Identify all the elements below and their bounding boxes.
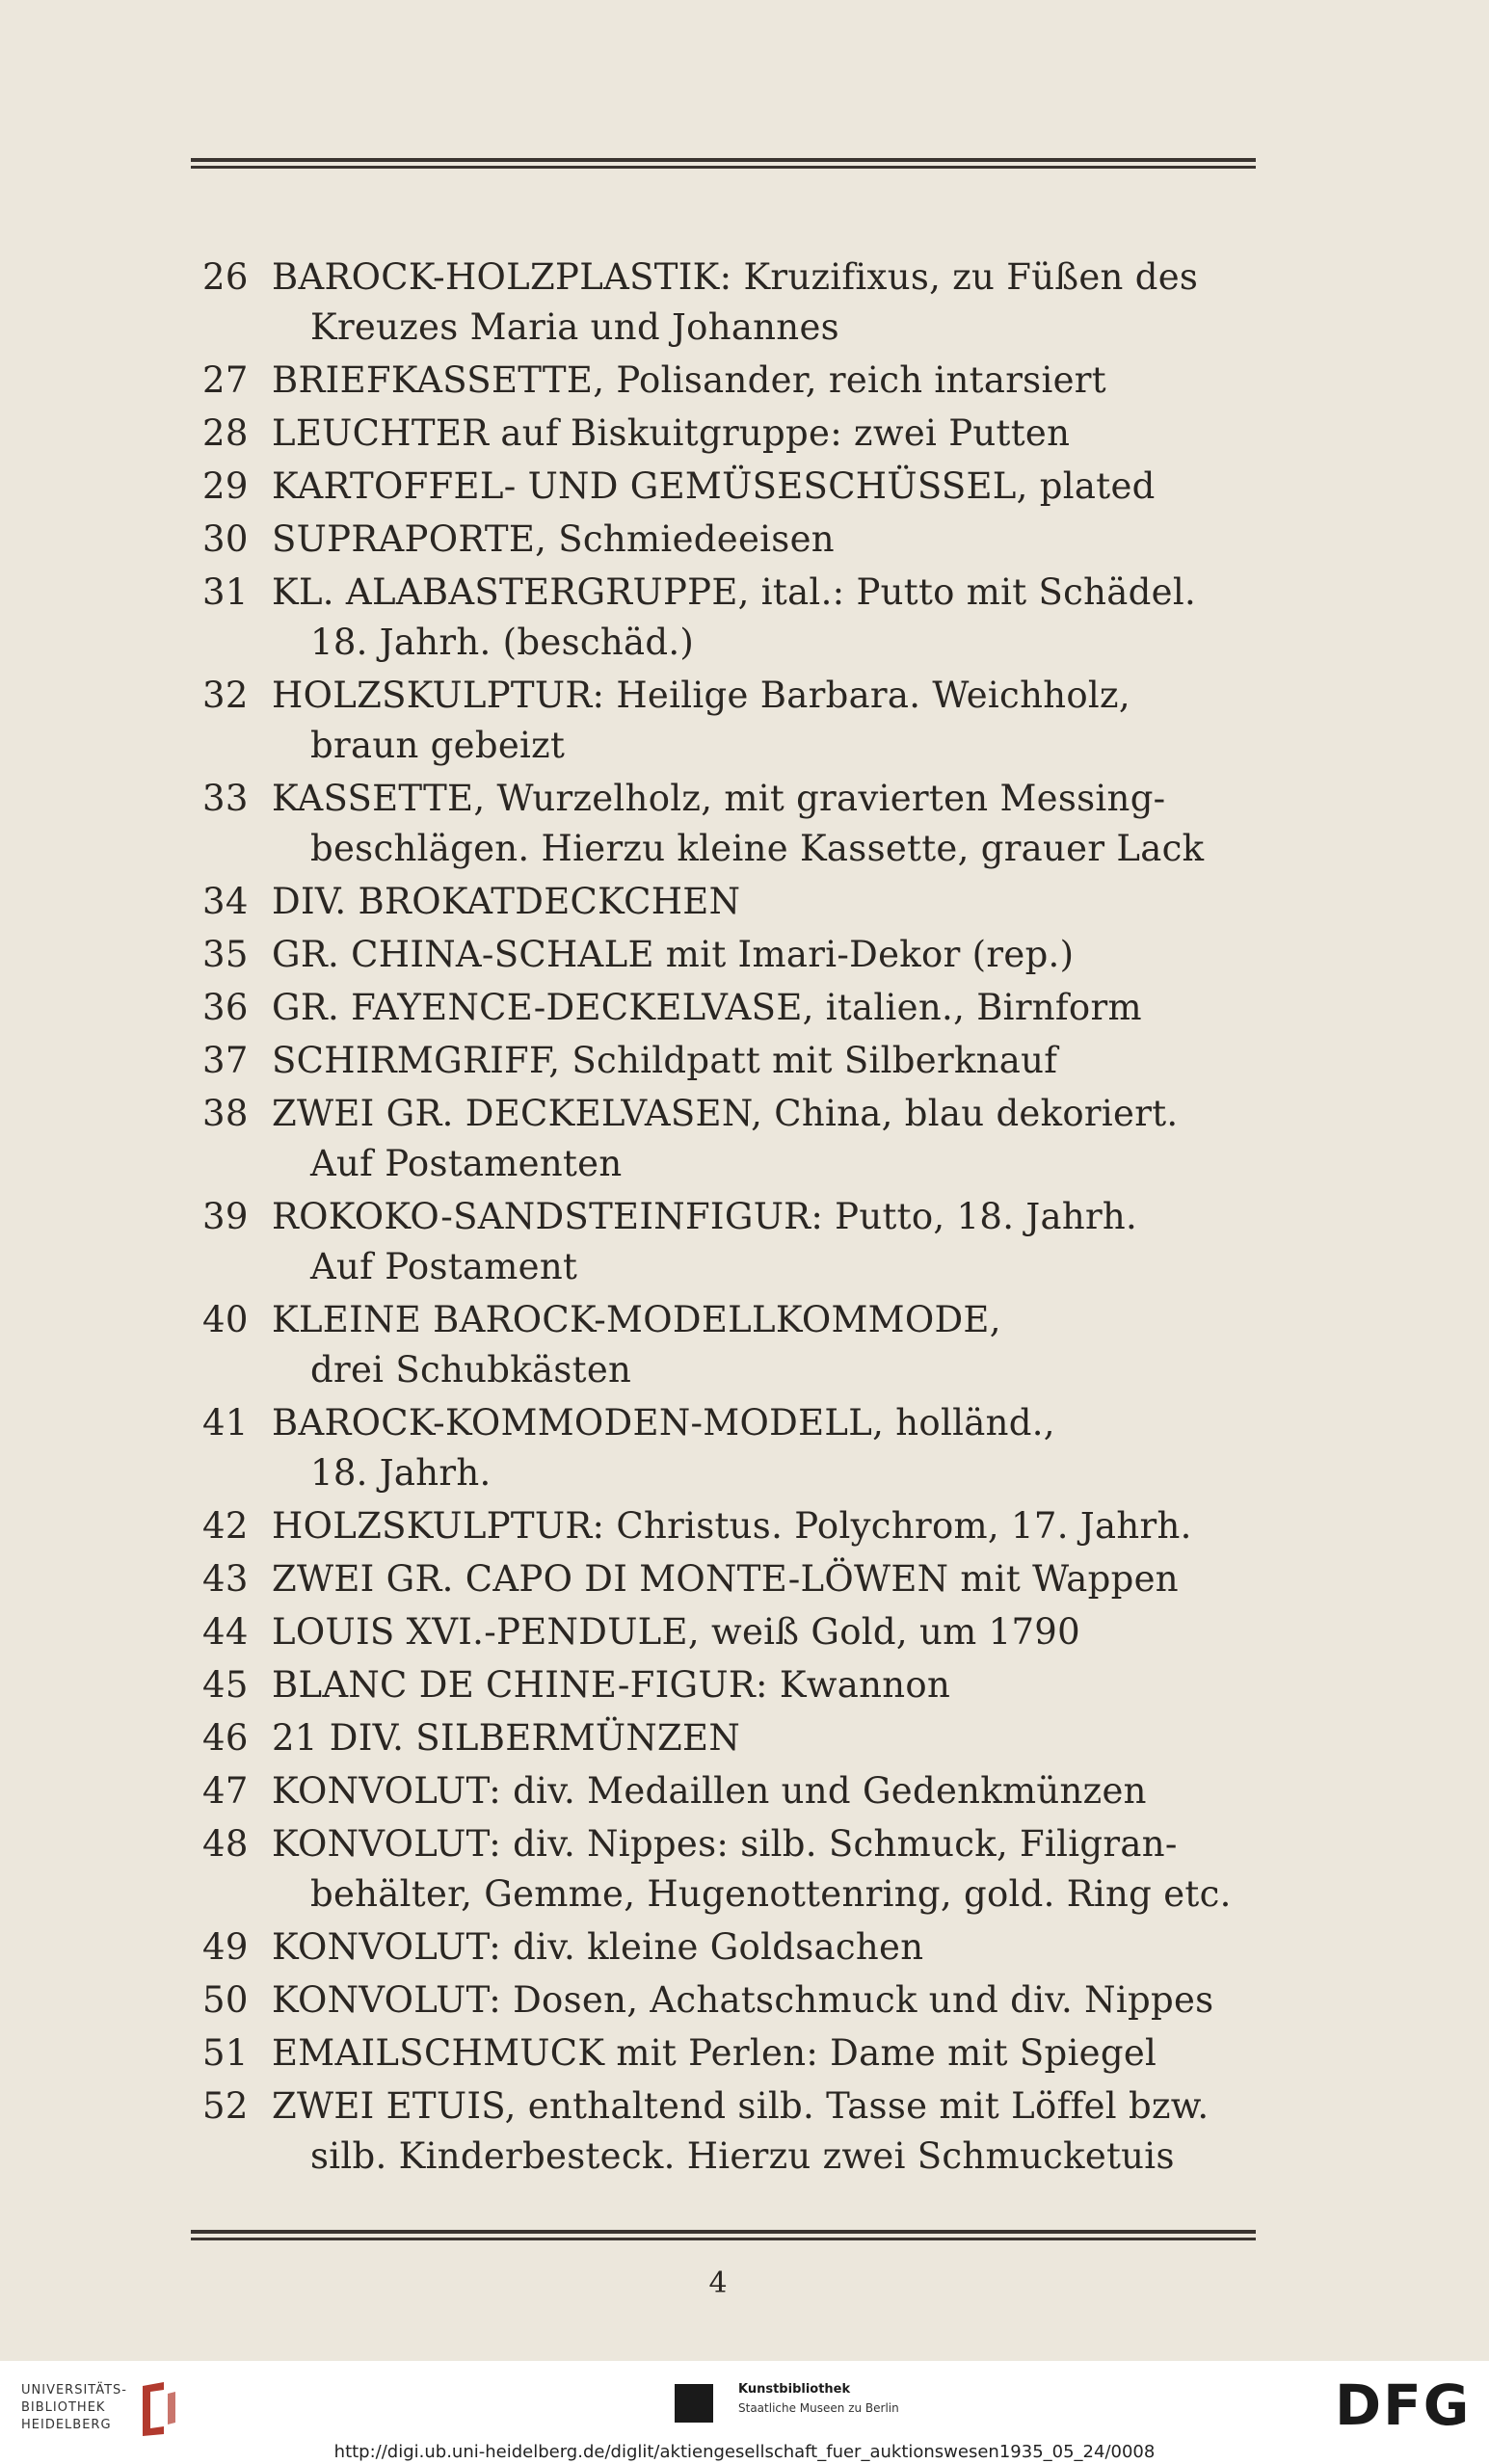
entry-number: 31 — [202, 571, 249, 613]
entry-text-continued: Auf Postamenten — [310, 1143, 623, 1184]
entry-number: 50 — [202, 1979, 249, 2021]
entry-number: 29 — [202, 465, 249, 507]
entry-text: KONVOLUT: div. kleine Goldsachen — [272, 1926, 924, 1968]
entry-text: BAROCK-HOLZPLASTIK: Kruzifixus, zu Füßen des — [272, 256, 1199, 298]
catalog-entry — [202, 1295, 1272, 1395]
entry-number: 37 — [202, 1040, 249, 1081]
university-line-2: BIBLIOTHEK — [21, 2400, 106, 2415]
catalog-entry — [202, 930, 1272, 980]
catalog-entry — [202, 515, 1272, 565]
entry-number: 49 — [202, 1926, 249, 1968]
top-double-rule-second — [191, 166, 1256, 169]
catalog-entry — [202, 1922, 1272, 1973]
entry-number: 42 — [202, 1505, 249, 1547]
university-line-1: UNIVERSITÄTS- — [21, 2383, 127, 2398]
entry-text-continued: Auf Postament — [310, 1246, 578, 1287]
entry-number: 46 — [202, 1717, 249, 1759]
entry-number: 45 — [202, 1664, 249, 1706]
catalog-entry — [202, 983, 1272, 1033]
catalog-entry — [202, 671, 1272, 771]
catalog-entry — [202, 2028, 1272, 2079]
catalog-entry — [202, 1192, 1272, 1292]
entry-number: 48 — [202, 1823, 249, 1865]
entry-number: 43 — [202, 1558, 249, 1600]
entry-text: KL. ALABASTERGRUPPE, ital.: Putto mit Schädel. — [272, 571, 1197, 613]
university-logo-icon — [135, 2380, 179, 2438]
entry-number: 33 — [202, 778, 249, 819]
catalog-entry-list — [202, 252, 1272, 2185]
entry-text-continued: beschlägen. Hierzu kleine Kassette, grauer Lack — [310, 828, 1205, 869]
catalog-entry — [202, 1554, 1272, 1604]
entry-text-continued: 18. Jahrh. (beschäd.) — [310, 622, 695, 663]
source-url[interactable]: http://digi.ub.uni-heidelberg.de/diglit/aktiengesellschaft_fuer_auktionswesen1935_05_24/0008 — [333, 2442, 1156, 2462]
catalog-entry — [202, 568, 1272, 668]
entry-text: BRIEFKASSETTE, Polisander, reich intarsiert — [272, 359, 1106, 401]
entry-number: 41 — [202, 1402, 249, 1444]
catalog-entry — [202, 1975, 1272, 2026]
entry-number: 38 — [202, 1093, 249, 1134]
catalog-entry — [202, 462, 1272, 512]
kunstbibliothek-subtitle: Staatliche Museen zu Berlin — [738, 2401, 899, 2415]
entry-text: GR. CHINA-SCHALE mit Imari-Dekor (rep.) — [272, 934, 1075, 975]
catalog-entry — [202, 877, 1272, 927]
top-double-rule — [191, 158, 1256, 162]
digitization-footer — [0, 2361, 1489, 2464]
entry-number: 51 — [202, 2032, 249, 2074]
kunstbibliothek-logo-icon — [675, 2384, 713, 2423]
entry-text: EMAILSCHMUCK mit Perlen: Dame mit Spiegel — [272, 2032, 1157, 2074]
kunstbibliothek-name: Kunstbibliothek — [738, 2382, 851, 2397]
catalog-entry — [202, 1398, 1272, 1498]
catalog-entry — [202, 1036, 1272, 1086]
university-line-3: HEIDELBERG — [21, 2418, 112, 2432]
entry-number: 28 — [202, 412, 249, 454]
catalog-entry — [202, 252, 1272, 353]
entry-number: 40 — [202, 1299, 249, 1340]
entry-text: SUPRAPORTE, Schmiedeeisen — [272, 518, 835, 560]
entry-text: LEUCHTER auf Biskuitgruppe: zwei Putten — [272, 412, 1071, 454]
entry-text: ROKOKO-SANDSTEINFIGUR: Putto, 18. Jahrh. — [272, 1196, 1138, 1237]
entry-text: KONVOLUT: div. Nippes: silb. Schmuck, Filigran- — [272, 1823, 1178, 1865]
entry-number: 52 — [202, 2085, 249, 2127]
entry-text-continued: 18. Jahrh. — [310, 1452, 492, 1494]
bottom-double-rule — [191, 2230, 1256, 2234]
entry-number: 30 — [202, 518, 249, 560]
entry-text: KLEINE BAROCK-MODELLKOMMODE, — [272, 1299, 1001, 1340]
catalog-entry — [202, 774, 1272, 874]
entry-text: SCHIRMGRIFF, Schildpatt mit Silberknauf — [272, 1040, 1058, 1081]
university-library-label — [21, 2382, 127, 2434]
entry-text: ZWEI GR. DECKELVASEN, China, blau dekoriert. — [272, 1093, 1179, 1134]
catalog-entry — [202, 356, 1272, 406]
catalog-entry — [202, 1819, 1272, 1920]
entry-text: BLANC DE CHINE-FIGUR: Kwannon — [272, 1664, 951, 1706]
entry-text-continued: silb. Kinderbesteck. Hierzu zwei Schmucketuis — [310, 2135, 1175, 2177]
entry-text: KARTOFFEL- UND GEMÜSESCHÜSSEL, plated — [272, 465, 1156, 507]
dfg-logo: DFG — [1335, 2372, 1472, 2438]
entry-text: BAROCK-KOMMODEN-MODELL, holländ., — [272, 1402, 1055, 1444]
entry-number: 44 — [202, 1611, 249, 1653]
entry-text-continued: Kreuzes Maria und Johannes — [310, 306, 839, 348]
entry-number: 26 — [202, 256, 249, 298]
entry-text-continued: braun gebeizt — [310, 725, 566, 766]
catalog-entry — [202, 1660, 1272, 1710]
entry-text: HOLZSKULPTUR: Heilige Barbara. Weichholz, — [272, 675, 1130, 716]
entry-text: LOUIS XVI.-PENDULE, weiß Gold, um 1790 — [272, 1611, 1080, 1653]
entry-text: KONVOLUT: div. Medaillen und Gedenkmünzen — [272, 1770, 1147, 1812]
catalog-entry — [202, 1607, 1272, 1657]
catalog-entry — [202, 2081, 1272, 2182]
entry-text: HOLZSKULPTUR: Christus. Polychrom, 17. Jahrh. — [272, 1505, 1192, 1547]
entry-number: 32 — [202, 675, 249, 716]
entry-number: 35 — [202, 934, 249, 975]
entry-text: KONVOLUT: Dosen, Achatschmuck und div. Nippes — [272, 1979, 1214, 2021]
entry-text: ZWEI ETUIS, enthaltend silb. Tasse mit Löffel bzw. — [272, 2085, 1210, 2127]
catalog-entry — [202, 1089, 1272, 1189]
entry-number: 47 — [202, 1770, 249, 1812]
entry-text: GR. FAYENCE-DECKELVASE, italien., Birnform — [272, 987, 1142, 1028]
catalog-entry — [202, 1501, 1272, 1551]
entry-text: KASSETTE, Wurzelholz, mit gravierten Messing- — [272, 778, 1166, 819]
page-number: 4 — [708, 2266, 728, 2300]
entry-text-continued: behälter, Gemme, Hugenottenring, gold. Ring etc. — [310, 1873, 1232, 1915]
entry-text-continued: drei Schubkästen — [310, 1349, 632, 1391]
catalog-entry — [202, 1713, 1272, 1763]
entry-text: ZWEI GR. CAPO DI MONTE-LÖWEN mit Wappen — [272, 1558, 1179, 1600]
entry-number: 39 — [202, 1196, 249, 1237]
entry-text: DIV. BROKATDECKCHEN — [272, 881, 741, 922]
entry-text: 21 DIV. SILBERMÜNZEN — [272, 1717, 741, 1759]
catalog-entry — [202, 409, 1272, 459]
bottom-double-rule-second — [191, 2238, 1256, 2240]
entry-number: 27 — [202, 359, 249, 401]
entry-number: 36 — [202, 987, 249, 1028]
catalog-entry — [202, 1766, 1272, 1816]
entry-number: 34 — [202, 881, 249, 922]
